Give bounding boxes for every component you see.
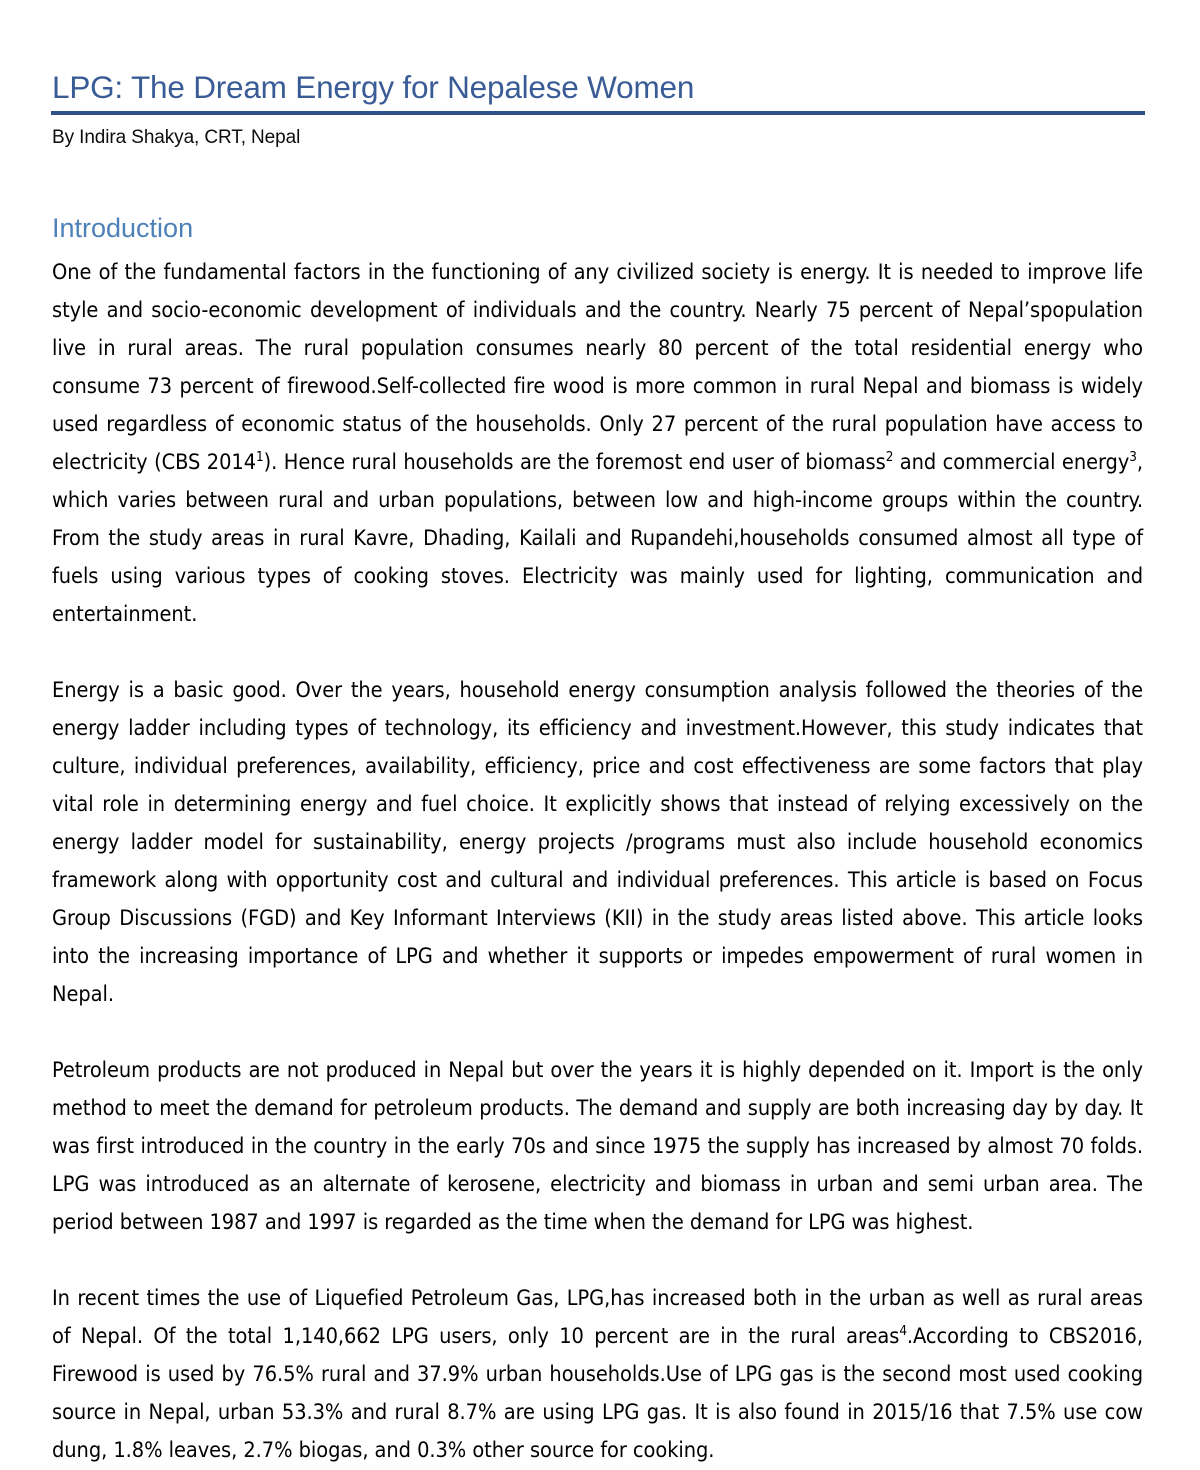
section-heading-introduction: Introduction bbox=[52, 213, 194, 244]
paragraph-2: Energy is a basic good. Over the years, household energy consumption analysis followed the theories of the energy ladder including types of technology, its efficiency and investment.However, this study indicates that culture, individual preferences, availability, efficiency, price and cost effectiveness are some factors that play vital role in determining energy and fuel choice. It explicitly shows that instead of relying excessively on the energy ladder model for sustainability, energy projects /programs must also include household economics framework along with opportunity cost and cultural and individual preferences. This article is based on Focus Group Discussions (FGD) and Key Informant Interviews (KII) in the study areas listed above. This article looks into the increasing importance of LPG and whether it supports or impedes empowerment of rural women in Nepal. bbox=[52, 677, 1143, 1007]
title-block bbox=[50, 0, 1143, 150]
footnote-marker: 1 bbox=[256, 449, 264, 465]
footnote-marker: 4 bbox=[899, 1323, 907, 1339]
heading-spacer bbox=[50, 150, 1143, 212]
paragraph-4: In recent times the use of Liquefied Petroleum Gas, LPG,has increased both in the urban as well as rural areas of Nepal. Of the total 1,140,662 LPG users, only 10 percent are in the rural areas$^4$.According to CBS2016, Firewood is used by 76.5% rural and 37.9% urban households.Use of LPG gas is the second most used cooking source in Nepal, urban 53.3% and rural 8.7% are using LPG gas. It is also found in 2015/16 that 7.5% use cow dung, 1.8% leaves, 2.7% biogas, and 0.3% other source for cooking. bbox=[52, 1285, 1143, 1463]
paragraph-3: Petroleum products are not produced in Nepal but over the years it is highly depended on it. Import is the only method to meet the demand for petroleum products. The demand and supply are both increasing day by day. It was first introduced in the country in the early 70s and since 1975 the supply has increased by almost 70 folds. LPG was introduced as an alternate of kerosene, electricity and biomass in urban and semi urban area. The period between 1987 and 1997 is regarded as the time when the demand for LPG was highest. bbox=[52, 1057, 1143, 1235]
paragraph-1: One of the fundamental factors in the functioning of any civilized society is energy. It is needed to improve life style and socio-economic development of individuals and the country. Nearly 75 percent of Nepal’spopulation live in rural areas. The rural population consumes nearly 80 percent of the total residential energy who consume 73 percent of firewood.Self-collected fire wood is more common in rural Nepal and biomass is widely used regardless of economic status of the households. Only 27 percent of the rural population have access to electricity (CBS 2014$^1$). Hence rural households are the foremost end user of biomass$^2$ and commercial energy$^3$, which varies between rural and urban populations, between low and high-income groups within the country. From the study areas in rural Kavre, Dhading, Kailali and Rupandehi,households consumed almost all type of fuels using various types of cooking stoves. Electricity was mainly used for lighting, communication and entertainment. bbox=[52, 259, 1144, 627]
footnote-marker: 3 bbox=[1129, 449, 1137, 465]
page-title: LPG: The Dream Energy for Nepalese Women bbox=[52, 69, 695, 105]
body-copy bbox=[50, 254, 1143, 1470]
byline: By Indira Shakya, CRT, Nepal bbox=[52, 127, 301, 149]
footnote-marker: 2 bbox=[885, 449, 894, 465]
title-divider bbox=[51, 111, 1145, 115]
